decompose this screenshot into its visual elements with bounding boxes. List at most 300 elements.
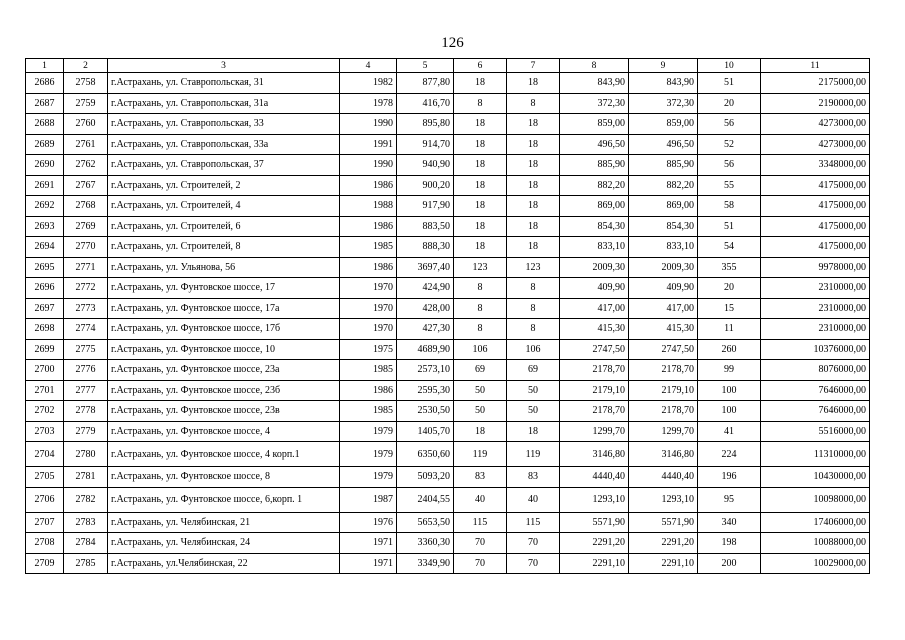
table-cell: 4689,90 [397,339,454,360]
table-cell: 2778 [64,401,108,422]
table-cell: 859,00 [629,114,698,135]
table-cell: 95 [698,487,761,512]
table-cell: 859,00 [560,114,629,135]
table-cell: 18 [507,134,560,155]
table-cell: 4440,40 [629,467,698,488]
table-cell: 409,90 [560,278,629,299]
table-cell: 914,70 [397,134,454,155]
table-cell: 2702 [26,401,64,422]
table-cell: 11310000,00 [761,442,870,467]
table-cell: 1985 [340,237,397,258]
table-cell: 1293,10 [629,487,698,512]
table-cell: 3348000,00 [761,155,870,176]
table-cell: 1986 [340,380,397,401]
table-cell: 260 [698,339,761,360]
table-cell: 1976 [340,512,397,533]
table-cell: 2785 [64,553,108,574]
table-cell: 1978 [340,93,397,114]
table-cell: 1979 [340,442,397,467]
table-cell: 2759 [64,93,108,114]
table-cell: 1985 [340,401,397,422]
property-register-table [25,58,870,574]
table-cell: г.Астрахань, ул. Фунтовское шоссе, 17а [108,298,340,319]
table-cell: 8 [507,93,560,114]
table-cell: 1986 [340,216,397,237]
table-cell: г.Астрахань, ул. Ставропольская, 31 [108,73,340,94]
table-cell: 882,20 [629,175,698,196]
table-row [26,533,870,554]
table-cell: 2178,70 [560,360,629,381]
table-cell: 2291,10 [560,553,629,574]
table-cell: 2774 [64,319,108,340]
table-cell: 2694 [26,237,64,258]
table-cell: 2179,10 [560,380,629,401]
table-cell: 2291,20 [629,533,698,554]
table-cell: 2704 [26,442,64,467]
table-cell: 18 [454,175,507,196]
table-cell: 2705 [26,467,64,488]
table-cell: 2178,70 [560,401,629,422]
table-cell: 2190000,00 [761,93,870,114]
table-cell: г.Астрахань, ул. Строителей, 8 [108,237,340,258]
table-cell: 2573,10 [397,360,454,381]
table-cell: 417,00 [560,298,629,319]
table-row [26,319,870,340]
table-cell: 1970 [340,298,397,319]
table-cell: 1986 [340,175,397,196]
table-cell: 2777 [64,380,108,401]
table-cell: 40 [454,487,507,512]
table-row [26,339,870,360]
table-cell: 200 [698,553,761,574]
table-cell: 10088000,00 [761,533,870,554]
table-cell: 99 [698,360,761,381]
table-cell: 409,90 [629,278,698,299]
table-cell: 1299,70 [560,421,629,442]
table-cell: 4175000,00 [761,216,870,237]
table-cell: 1990 [340,155,397,176]
table-row [26,93,870,114]
table-cell: г.Астрахань, ул. Фунтовское шоссе, 17 [108,278,340,299]
table-cell: 2693 [26,216,64,237]
table-cell: 18 [454,216,507,237]
table-cell: 8 [454,319,507,340]
table-cell: 20 [698,278,761,299]
table-cell: 2768 [64,196,108,217]
table-cell: 417,00 [629,298,698,319]
table-cell: 119 [507,442,560,467]
table-cell: 10029000,00 [761,553,870,574]
table-row [26,512,870,533]
table-cell: 2770 [64,237,108,258]
table-cell: 7646000,00 [761,401,870,422]
table-cell: 372,30 [560,93,629,114]
column-header: 11 [761,59,870,73]
table-cell: 1971 [340,533,397,554]
table-cell: 1293,10 [560,487,629,512]
table-cell: г.Астрахань, ул. Ставропольская, 33 [108,114,340,135]
table-cell: 100 [698,401,761,422]
table-cell: г.Астрахань, ул. Фунтовское шоссе, 4 корп.1 [108,442,340,467]
table-cell: 1982 [340,73,397,94]
table-cell: 2695 [26,257,64,278]
table-cell: 123 [507,257,560,278]
table-cell: 18 [454,421,507,442]
table-cell: 2009,30 [560,257,629,278]
table-cell: 17406000,00 [761,512,870,533]
table-cell: 4440,40 [560,467,629,488]
table-cell: 2706 [26,487,64,512]
column-header: 2 [64,59,108,73]
table-cell: 198 [698,533,761,554]
column-header: 7 [507,59,560,73]
table-cell: 2762 [64,155,108,176]
table-cell: г.Астрахань, ул. Строителей, 4 [108,196,340,217]
table-cell: 2747,50 [560,339,629,360]
table-cell: 7646000,00 [761,380,870,401]
table-row [26,257,870,278]
table-cell: 854,30 [560,216,629,237]
table-row [26,298,870,319]
table-cell: г.Астрахань, ул. Фунтовское шоссе, 6,корп. 1 [108,487,340,512]
table-cell: 51 [698,216,761,237]
table-row [26,216,870,237]
table-cell: 2404,55 [397,487,454,512]
table-cell: 2782 [64,487,108,512]
table-cell: 2310000,00 [761,278,870,299]
table-row [26,278,870,299]
table-cell: 4273000,00 [761,134,870,155]
table-cell: 1979 [340,467,397,488]
table-cell: 51 [698,73,761,94]
table-cell: 119 [454,442,507,467]
table-cell: 18 [507,196,560,217]
table-cell: 854,30 [629,216,698,237]
table-cell: 895,80 [397,114,454,135]
table-cell: 4175000,00 [761,196,870,217]
table-cell: 2781 [64,467,108,488]
table-row [26,421,870,442]
table-cell: 3349,90 [397,553,454,574]
table-cell: г.Астрахань, ул. Фунтовское шоссе, 4 [108,421,340,442]
table-cell: 1299,70 [629,421,698,442]
table-cell: 5571,90 [629,512,698,533]
table-cell: 2692 [26,196,64,217]
table-cell: 2772 [64,278,108,299]
table-cell: 6350,60 [397,442,454,467]
table-cell: 2310000,00 [761,319,870,340]
table-row [26,360,870,381]
column-header-row [26,59,870,73]
table-cell: 1985 [340,360,397,381]
table-cell: 41 [698,421,761,442]
table-cell: 883,50 [397,216,454,237]
table-cell: 18 [507,114,560,135]
table-cell: 5093,20 [397,467,454,488]
table-row [26,401,870,422]
table-cell: 8 [454,278,507,299]
table-row [26,114,870,135]
column-header: 8 [560,59,629,73]
table-cell: 2783 [64,512,108,533]
table-cell: 58 [698,196,761,217]
table-cell: 70 [454,553,507,574]
table-cell: 4273000,00 [761,114,870,135]
table-cell: 18 [507,237,560,258]
column-header: 3 [108,59,340,73]
table-cell: 833,10 [560,237,629,258]
table-cell: 18 [454,114,507,135]
table-cell: 3360,30 [397,533,454,554]
table-cell: 115 [454,512,507,533]
table-cell: 18 [507,216,560,237]
table-cell: 869,00 [629,196,698,217]
table-cell: 18 [454,196,507,217]
table-cell: 355 [698,257,761,278]
table-cell: 123 [454,257,507,278]
table-cell: 20 [698,93,761,114]
table-cell: 18 [454,73,507,94]
table-row [26,155,870,176]
table-cell: 1991 [340,134,397,155]
table-cell: 427,30 [397,319,454,340]
table-cell: г.Астрахань, ул. Фунтовское шоссе, 17б [108,319,340,340]
table-cell: г.Астрахань, ул. Фунтовское шоссе, 23а [108,360,340,381]
column-header: 5 [397,59,454,73]
column-header: 4 [340,59,397,73]
table-row [26,467,870,488]
table-cell: 18 [507,73,560,94]
table-cell: 50 [507,401,560,422]
table-cell: 424,90 [397,278,454,299]
table-cell: 50 [454,380,507,401]
table-cell: 40 [507,487,560,512]
table-cell: 340 [698,512,761,533]
table-cell: 69 [507,360,560,381]
table-cell: 1990 [340,114,397,135]
table-cell: 224 [698,442,761,467]
table-cell: 416,70 [397,93,454,114]
table-cell: 2747,50 [629,339,698,360]
table-cell: 2707 [26,512,64,533]
table-cell: 1970 [340,278,397,299]
table-cell: 2691 [26,175,64,196]
table-cell: г.Астрахань, ул. Ставропольская, 33а [108,134,340,155]
column-header: 1 [26,59,64,73]
table-cell: 2784 [64,533,108,554]
table-cell: 496,50 [560,134,629,155]
table-cell: 2771 [64,257,108,278]
table-cell: 18 [507,175,560,196]
table-cell: 2701 [26,380,64,401]
table-cell: 1987 [340,487,397,512]
table-cell: 83 [454,467,507,488]
table-cell: 4175000,00 [761,237,870,258]
table-cell: 1988 [340,196,397,217]
table-cell: 885,90 [629,155,698,176]
table-cell: 70 [507,533,560,554]
table-cell: 10376000,00 [761,339,870,360]
table-cell: 2178,70 [629,401,698,422]
table-cell: 9978000,00 [761,257,870,278]
table-cell: 833,10 [629,237,698,258]
table-row [26,380,870,401]
table-cell: 882,20 [560,175,629,196]
table-cell: 83 [507,467,560,488]
table-row [26,73,870,94]
table-cell: 2697 [26,298,64,319]
table-cell: 2696 [26,278,64,299]
table-cell: 1975 [340,339,397,360]
table-cell: 2687 [26,93,64,114]
table-cell: 2175000,00 [761,73,870,94]
table-cell: 2708 [26,533,64,554]
table-cell: 415,30 [629,319,698,340]
table-cell: 8 [507,298,560,319]
table-cell: 2178,70 [629,360,698,381]
table-cell: г.Астрахань, ул. Фунтовское шоссе, 23б [108,380,340,401]
table-row [26,442,870,467]
table-cell: 5571,90 [560,512,629,533]
table-cell: 2686 [26,73,64,94]
table-cell: 2009,30 [629,257,698,278]
table-cell: г.Астрахань, ул. Ульянова, 56 [108,257,340,278]
table-cell: 2698 [26,319,64,340]
table-cell: 18 [454,155,507,176]
table-cell: 18 [507,155,560,176]
table-cell: 2769 [64,216,108,237]
table-cell: 2775 [64,339,108,360]
table-cell: г.Астрахань, ул. Фунтовское шоссе, 10 [108,339,340,360]
table-cell: 843,90 [560,73,629,94]
table-cell: 900,20 [397,175,454,196]
table-cell: 2776 [64,360,108,381]
table-cell: 869,00 [560,196,629,217]
table-cell: 50 [454,401,507,422]
table-cell: 50 [507,380,560,401]
table-row [26,487,870,512]
table-cell: 56 [698,155,761,176]
table-cell: 2595,30 [397,380,454,401]
table-cell: 1970 [340,319,397,340]
table-cell: г.Астрахань, ул. Строителей, 2 [108,175,340,196]
table-cell: 372,30 [629,93,698,114]
table-cell: 55 [698,175,761,196]
table-cell: 2530,50 [397,401,454,422]
table-cell: 877,80 [397,73,454,94]
table-cell: 106 [507,339,560,360]
table-cell: 8 [507,278,560,299]
table-cell: 10430000,00 [761,467,870,488]
table-row [26,175,870,196]
table-cell: 2291,20 [560,533,629,554]
table-cell: 415,30 [560,319,629,340]
table-cell: 11 [698,319,761,340]
table-cell: 2761 [64,134,108,155]
table-cell: 2689 [26,134,64,155]
table-cell: 8 [507,319,560,340]
table-cell: 8 [454,298,507,319]
table-cell: 2699 [26,339,64,360]
table-cell: 115 [507,512,560,533]
column-header: 10 [698,59,761,73]
table-cell: 5653,50 [397,512,454,533]
table-cell: 54 [698,237,761,258]
table-cell: г.Астрахань, ул. Ставропольская, 31а [108,93,340,114]
table-cell: 3146,80 [629,442,698,467]
table-cell: г.Астрахань, ул.Челябинская, 22 [108,553,340,574]
table-cell: г.Астрахань, ул. Челябинская, 21 [108,512,340,533]
table-cell: 70 [507,553,560,574]
table-cell: 2688 [26,114,64,135]
table-cell: 8076000,00 [761,360,870,381]
table-cell: г.Астрахань, ул. Фунтовское шоссе, 23в [108,401,340,422]
table-row [26,237,870,258]
table-cell: 428,00 [397,298,454,319]
table-cell: 2779 [64,421,108,442]
column-header: 9 [629,59,698,73]
page-number: 126 [441,35,464,51]
table-cell: 1979 [340,421,397,442]
table-cell: 496,50 [629,134,698,155]
table-cell: 2773 [64,298,108,319]
table-cell: 3697,40 [397,257,454,278]
table-cell: 196 [698,467,761,488]
table-cell: 100 [698,380,761,401]
table-cell: 940,90 [397,155,454,176]
table-cell: 1971 [340,553,397,574]
table-cell: 5516000,00 [761,421,870,442]
column-header: 6 [454,59,507,73]
table-cell: 2780 [64,442,108,467]
table-cell: 2703 [26,421,64,442]
table-cell: 18 [454,237,507,258]
table-cell: г.Астрахань, ул. Ставропольская, 37 [108,155,340,176]
table-cell: 69 [454,360,507,381]
table-cell: 2310000,00 [761,298,870,319]
table-cell: 917,90 [397,196,454,217]
table-cell: 18 [454,134,507,155]
table-cell: 888,30 [397,237,454,258]
table-cell: 4175000,00 [761,175,870,196]
table-cell: 106 [454,339,507,360]
table-cell: 10098000,00 [761,487,870,512]
table-cell: г.Астрахань, ул. Челябинская, 24 [108,533,340,554]
table-cell: 18 [507,421,560,442]
table-cell: г.Астрахань, ул. Строителей, 6 [108,216,340,237]
table-cell: 70 [454,533,507,554]
table-cell: 843,90 [629,73,698,94]
table-cell: 2760 [64,114,108,135]
table-cell: 885,90 [560,155,629,176]
table-cell: г.Астрахань, ул. Фунтовское шоссе, 8 [108,467,340,488]
table-cell: 2291,10 [629,553,698,574]
table-row [26,134,870,155]
table-cell: 2179,10 [629,380,698,401]
table-cell: 2758 [64,73,108,94]
table-cell: 2709 [26,553,64,574]
table-cell: 3146,80 [560,442,629,467]
table-row [26,196,870,217]
table-cell: 15 [698,298,761,319]
table-cell: 56 [698,114,761,135]
table-cell: 1405,70 [397,421,454,442]
table-cell: 8 [454,93,507,114]
table-cell: 52 [698,134,761,155]
table-row [26,553,870,574]
table-cell: 1986 [340,257,397,278]
table-cell: 2690 [26,155,64,176]
